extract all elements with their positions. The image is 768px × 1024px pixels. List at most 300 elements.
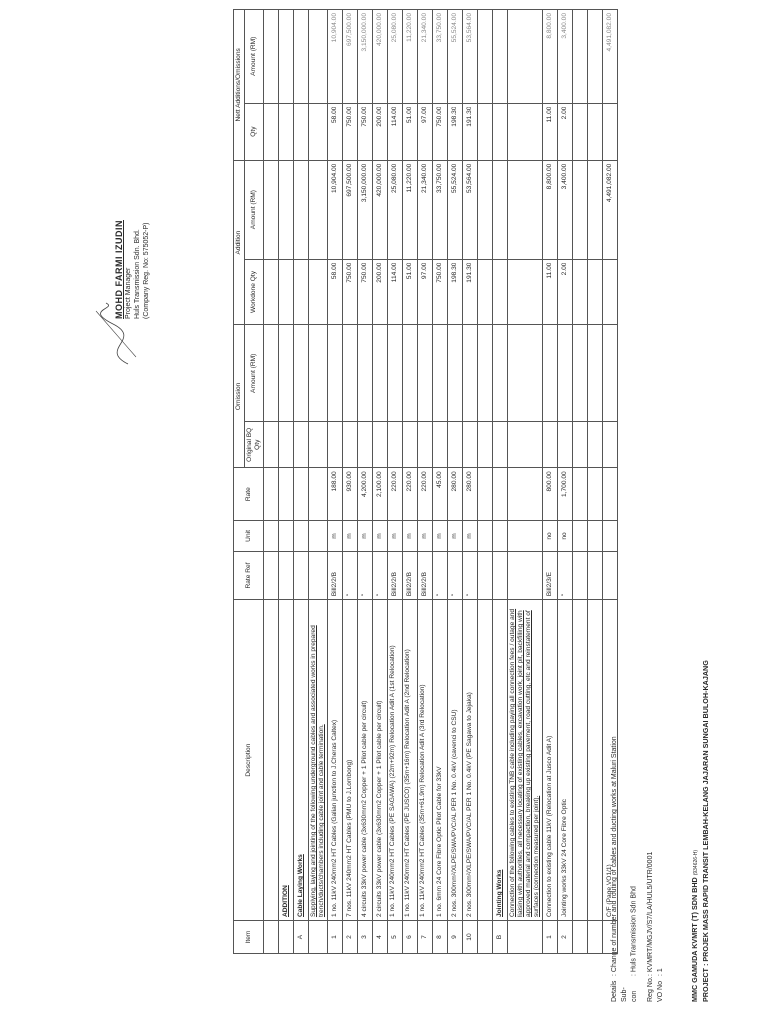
cell-rate-text bbox=[310, 471, 322, 517]
cell-rate bbox=[588, 468, 603, 521]
cell-nett-amount bbox=[573, 10, 588, 104]
cell-unit-text: m bbox=[436, 533, 443, 539]
cell-om-amount-text bbox=[359, 328, 371, 418]
cell-om-amount bbox=[418, 325, 433, 422]
cell-workdone-qty bbox=[588, 259, 603, 325]
cell-orig-qty bbox=[388, 422, 403, 468]
col-nett-amount: Amount (RM) bbox=[245, 10, 264, 104]
cell-rate-text: 2,100.00 bbox=[376, 471, 383, 497]
cell-om-amount-text bbox=[494, 328, 506, 418]
spacer-row bbox=[588, 10, 603, 954]
cell-om-amount-text bbox=[434, 328, 446, 418]
cell-orig-qty-text bbox=[559, 425, 571, 464]
cell-item bbox=[328, 921, 343, 954]
cell-rate-ref bbox=[573, 551, 588, 599]
cell-workdone-qty-text bbox=[589, 263, 601, 322]
cell-nett-qty-text: 750.00 bbox=[436, 106, 443, 127]
cell-description bbox=[478, 600, 493, 921]
cell-om-amount-text bbox=[479, 328, 491, 418]
cell-nett-amount-text: 21,340.00 bbox=[421, 13, 428, 43]
cell-rate-ref bbox=[279, 551, 294, 599]
cell-rate-ref-text bbox=[589, 555, 601, 596]
cell-add-amount-text: 11,220.00 bbox=[406, 163, 413, 193]
cell-om-amount-text bbox=[449, 328, 461, 418]
cell-orig-qty-text bbox=[295, 425, 307, 464]
cell-item bbox=[309, 921, 328, 954]
cell-unit-text: m bbox=[361, 533, 368, 539]
cell-nett-amount-text: 697,500.00 bbox=[346, 13, 353, 47]
cell-rate-text: 800.00 bbox=[546, 471, 553, 492]
spacer-row bbox=[264, 10, 279, 954]
cell-add-amount bbox=[373, 160, 388, 259]
cell-orig-qty-text bbox=[544, 425, 556, 464]
cell-orig-qty bbox=[508, 422, 543, 468]
cell-add-amount-text: 25,080.00 bbox=[391, 163, 398, 193]
cell-nett-amount bbox=[448, 10, 463, 104]
cell-add-amount-text bbox=[310, 164, 322, 256]
cell-workdone-qty-text: 750.00 bbox=[361, 262, 368, 283]
cell-unit bbox=[279, 521, 294, 552]
cell-workdone-qty bbox=[373, 259, 388, 325]
cell-rate-ref-text: " bbox=[466, 593, 473, 597]
cell-om-amount bbox=[448, 325, 463, 422]
cell-description-text bbox=[574, 603, 586, 917]
cell-om-amount-text bbox=[280, 328, 292, 418]
cell-nett-qty bbox=[264, 103, 279, 160]
cell-item bbox=[358, 921, 373, 954]
cell-rate-ref bbox=[433, 551, 448, 599]
cell-workdone-qty-text bbox=[310, 263, 322, 322]
cell-workdone-qty bbox=[343, 259, 358, 325]
cell-description bbox=[388, 600, 403, 921]
cell-om-amount bbox=[463, 325, 478, 422]
cell-rate-text bbox=[509, 471, 521, 517]
col-unit: Unit bbox=[234, 521, 264, 552]
cell-add-amount-text bbox=[265, 164, 277, 256]
cell-description-text: Supplying, laying and jointing of the following underground cables and associated works in prepared trench/ducts/chambers including cable joint and cable termination. bbox=[310, 625, 325, 918]
cell-rate bbox=[294, 468, 309, 521]
cell-nett-qty bbox=[294, 103, 309, 160]
cell-unit bbox=[418, 521, 433, 552]
cell-description-text: Connection to existing cable 11kV (Relocation at Jusco Adit A) bbox=[546, 735, 553, 918]
cell-workdone-qty-text bbox=[494, 263, 506, 322]
cell-nett-amount bbox=[508, 10, 543, 104]
cell-nett-qty bbox=[309, 103, 328, 160]
cell-nett-amount-text: 53,564.00 bbox=[466, 13, 473, 43]
cell-description bbox=[264, 600, 279, 921]
cell-rate-ref bbox=[418, 551, 433, 599]
cell-add-amount-text bbox=[509, 164, 521, 256]
cell-unit-text bbox=[574, 524, 586, 548]
cell-om-amount-text bbox=[344, 328, 356, 418]
cell-om-amount bbox=[279, 325, 294, 422]
cell-om-amount bbox=[264, 325, 279, 422]
cell-unit bbox=[403, 521, 418, 552]
cell-nett-qty-text: 58.00 bbox=[331, 106, 338, 124]
cell-rate-ref-text bbox=[509, 555, 521, 596]
cell-rate bbox=[418, 468, 433, 521]
cell-orig-qty-text bbox=[374, 425, 386, 464]
cell-workdone-qty-text: 11.00 bbox=[546, 262, 553, 279]
cell-unit-text: m bbox=[331, 533, 338, 539]
cell-rate-ref bbox=[343, 551, 358, 599]
cell-add-amount bbox=[448, 160, 463, 259]
cell-nett-amount bbox=[358, 10, 373, 104]
cell-nett-qty bbox=[448, 103, 463, 160]
cell-orig-qty bbox=[558, 422, 573, 468]
cell-rate-text: 220.00 bbox=[391, 471, 398, 492]
cell-item-text: A bbox=[297, 934, 304, 940]
cell-add-amount-text bbox=[589, 164, 601, 256]
cell-om-amount-text bbox=[404, 328, 416, 418]
cell-om-amount-text bbox=[509, 328, 521, 418]
table-row bbox=[403, 10, 418, 954]
cell-rate-ref-text: " bbox=[361, 593, 368, 597]
cell-om-amount bbox=[328, 325, 343, 422]
col-omission: Omission bbox=[234, 325, 245, 468]
cell-om-amount bbox=[388, 325, 403, 422]
cell-nett-amount bbox=[588, 10, 603, 104]
cell-rate-ref-text: Bill2/3/E bbox=[546, 571, 553, 597]
cell-description bbox=[328, 600, 343, 921]
cell-description-text: 1 no. 6mm 24 Core Fibre Optic Pilot Cable for 33kV bbox=[436, 766, 443, 918]
cell-description bbox=[309, 600, 328, 921]
cell-om-amount bbox=[294, 325, 309, 422]
cell-rate bbox=[358, 468, 373, 521]
cell-nett-qty bbox=[343, 103, 358, 160]
cell-nett-amount-text bbox=[280, 13, 292, 100]
cell-rate bbox=[448, 468, 463, 521]
table-row bbox=[448, 10, 463, 954]
cell-orig-qty bbox=[373, 422, 388, 468]
cell-unit-text bbox=[265, 524, 277, 548]
cell-nett-qty bbox=[358, 103, 373, 160]
cell-workdone-qty bbox=[264, 259, 279, 325]
cell-unit-text: m bbox=[451, 533, 458, 539]
cell-description-text: 1 no. 11kV 240mm2 HT Cables (35m+61.9m) Relocation Adit A (3rd Relocation) bbox=[419, 684, 426, 918]
cell-add-amount bbox=[294, 160, 309, 259]
vo-number: VO No: 1 bbox=[657, 968, 664, 1002]
cell-rate-ref bbox=[403, 551, 418, 599]
cell-workdone-qty-text: 97.00 bbox=[421, 262, 428, 280]
cell-rate bbox=[508, 468, 543, 521]
cell-rate-text: 45.00 bbox=[436, 471, 443, 488]
cell-workdone-qty-text: 51.00 bbox=[406, 262, 413, 280]
cell-unit bbox=[373, 521, 388, 552]
cell-om-amount-text bbox=[295, 328, 307, 418]
cell-nett-qty-text: 200.00 bbox=[376, 106, 383, 127]
cell-orig-qty-text bbox=[265, 425, 277, 464]
cell-om-amount-text bbox=[559, 328, 571, 418]
cell-unit bbox=[588, 521, 603, 552]
cell-orig-qty bbox=[343, 422, 358, 468]
cell-nett-amount bbox=[418, 10, 433, 104]
cell-add-amount-text: 4,491,082.00 bbox=[606, 163, 613, 203]
cell-item bbox=[373, 921, 388, 954]
cell-item-text bbox=[310, 924, 322, 950]
cell-add-amount bbox=[328, 160, 343, 259]
cell-workdone-qty bbox=[543, 259, 558, 325]
cell-description-text: 7 nos. 11kV 240mm2 HT Cables (PMU to J.Lombong) bbox=[346, 759, 353, 918]
col-rate: Rate bbox=[234, 468, 264, 521]
cell-unit-text: no bbox=[546, 532, 553, 540]
cell-unit bbox=[388, 521, 403, 552]
cell-rate-ref-text: " bbox=[561, 593, 568, 597]
cell-nett-amount bbox=[603, 10, 618, 104]
cell-rate-ref-text bbox=[310, 555, 322, 596]
cell-om-amount bbox=[573, 325, 588, 422]
cell-rate-text bbox=[295, 471, 307, 517]
cell-rate bbox=[573, 468, 588, 521]
cell-rate-ref-text bbox=[574, 555, 586, 596]
cell-orig-qty bbox=[463, 422, 478, 468]
cell-rate-text: 4,200.00 bbox=[361, 471, 368, 497]
cell-orig-qty bbox=[573, 422, 588, 468]
cell-workdone-qty bbox=[508, 259, 543, 325]
cell-om-amount bbox=[493, 325, 508, 422]
cell-rate-text bbox=[479, 471, 491, 517]
cell-orig-qty-text bbox=[404, 425, 416, 464]
cell-description-text bbox=[589, 603, 601, 917]
cell-item-text bbox=[479, 924, 491, 950]
cell-workdone-qty bbox=[433, 259, 448, 325]
cell-description-text: C/F (Page VO1/1) bbox=[606, 864, 613, 918]
cell-description bbox=[573, 600, 588, 921]
cell-nett-qty-text bbox=[574, 107, 586, 157]
col-description: Description bbox=[234, 600, 264, 921]
cell-rate-ref bbox=[463, 551, 478, 599]
cell-orig-qty-text bbox=[389, 425, 401, 464]
cell-item-text bbox=[574, 924, 586, 950]
cell-om-amount bbox=[309, 325, 328, 422]
cell-add-amount bbox=[493, 160, 508, 259]
cell-description bbox=[433, 600, 448, 921]
company-stamp: MOHD FARMI IZUDIN Project Manager Huls Transmission Sdn. Bhd. (Company Reg. No: 575052-P) bbox=[114, 220, 150, 319]
cell-orig-qty bbox=[358, 422, 373, 468]
cell-rate-ref bbox=[478, 551, 493, 599]
cell-nett-amount-text: 420,000.00 bbox=[376, 13, 383, 47]
col-nett-qty: Qty bbox=[245, 103, 264, 160]
cell-workdone-qty-text: 200.00 bbox=[376, 262, 383, 283]
cell-nett-amount bbox=[463, 10, 478, 104]
cell-unit-text bbox=[479, 524, 491, 548]
cell-item-text: 7 bbox=[421, 935, 428, 939]
cell-unit bbox=[264, 521, 279, 552]
cell-nett-qty bbox=[508, 103, 543, 160]
cell-unit-text: m bbox=[421, 533, 428, 539]
cell-om-amount-text bbox=[574, 328, 586, 418]
cell-item-text: 2 bbox=[346, 935, 353, 939]
cell-orig-qty-text bbox=[574, 425, 586, 464]
cell-item-text: B bbox=[496, 934, 503, 940]
cell-item bbox=[558, 921, 573, 954]
cell-rate-ref bbox=[448, 551, 463, 599]
cell-unit-text bbox=[280, 524, 292, 548]
table-row bbox=[328, 10, 343, 954]
cell-nett-amount bbox=[543, 10, 558, 104]
cell-unit bbox=[573, 521, 588, 552]
cell-description bbox=[588, 600, 603, 921]
cell-nett-amount-text: 33,750.00 bbox=[436, 13, 443, 43]
cell-description-text: Jointing works 33kV 24 Core Fibre Optic bbox=[561, 799, 568, 918]
cell-rate-ref bbox=[294, 551, 309, 599]
cell-rate-text bbox=[494, 471, 506, 517]
col-nett: Nett Additions/Omissions bbox=[234, 10, 245, 161]
cell-unit bbox=[309, 521, 328, 552]
cell-workdone-qty-text bbox=[479, 263, 491, 322]
cell-item-text: 10 bbox=[466, 933, 473, 941]
cell-add-amount-text bbox=[494, 164, 506, 256]
cell-orig-qty bbox=[588, 422, 603, 468]
cell-add-amount bbox=[343, 160, 358, 259]
cell-unit bbox=[294, 521, 309, 552]
cell-om-amount-text bbox=[389, 328, 401, 418]
variation-order-table bbox=[233, 9, 618, 954]
col-orig-qty: Original BQ Qty bbox=[245, 422, 264, 468]
cell-workdone-qty-text: 750.00 bbox=[436, 262, 443, 283]
table-row bbox=[343, 10, 358, 954]
cell-rate bbox=[264, 468, 279, 521]
cell-rate-text bbox=[265, 471, 277, 517]
cell-add-amount bbox=[403, 160, 418, 259]
cell-nett-qty bbox=[588, 103, 603, 160]
reg-number: Reg No.: KVMRT/MGJV/S7/LA/HUL5/UTR/0001 bbox=[647, 851, 654, 1002]
cell-workdone-qty-text bbox=[295, 263, 307, 322]
cell-nett-qty-text: 750.00 bbox=[361, 106, 368, 127]
cell-rate-ref-text bbox=[280, 555, 292, 596]
cell-orig-qty-text bbox=[604, 425, 616, 464]
col-addition: Addition bbox=[234, 160, 245, 325]
cell-nett-qty bbox=[543, 103, 558, 160]
cell-rate-ref-text bbox=[494, 555, 506, 596]
cell-nett-qty bbox=[328, 103, 343, 160]
cell-add-amount-text: 53,564.00 bbox=[466, 163, 473, 193]
cell-orig-qty bbox=[294, 422, 309, 468]
cell-rate bbox=[558, 468, 573, 521]
cell-add-amount-text: 3,400.00 bbox=[561, 163, 568, 190]
cell-description-text: 1 no. 11kV 240mm2 HT Cables (Galian junction to J.Cheras Caltex) bbox=[331, 719, 338, 918]
cell-rate-ref-text bbox=[265, 555, 277, 596]
cell-item bbox=[418, 921, 433, 954]
subcon: Sub-con: Huls Transmission Sdn Bhd bbox=[621, 886, 638, 1002]
cell-om-amount bbox=[558, 325, 573, 422]
cell-om-amount bbox=[588, 325, 603, 422]
project-title: PROJECT : PROJEK MASS RAPID TRANSIT LEMBAH-KELANG JAJARAN SUNGAI BULOH-KAJANG bbox=[701, 660, 710, 1002]
cell-rate-text bbox=[280, 471, 292, 517]
document-header bbox=[690, 660, 711, 1002]
cell-description bbox=[493, 600, 508, 921]
cell-rate-text bbox=[589, 471, 601, 517]
cell-orig-qty-text bbox=[310, 425, 322, 464]
cell-description bbox=[463, 600, 478, 921]
cell-nett-qty bbox=[558, 103, 573, 160]
cell-item-text bbox=[265, 924, 277, 950]
details: Details: Change of number and routing of cables and ducting works at Maluri Station bbox=[611, 736, 618, 1002]
cell-unit bbox=[343, 521, 358, 552]
cell-workdone-qty bbox=[558, 259, 573, 325]
cell-unit-text bbox=[494, 524, 506, 548]
cell-rate bbox=[388, 468, 403, 521]
cell-nett-qty-text: 198.30 bbox=[451, 106, 458, 127]
cell-workdone-qty-text: 198.30 bbox=[451, 262, 458, 283]
cell-nett-amount bbox=[478, 10, 493, 104]
cell-description bbox=[603, 600, 618, 921]
cell-nett-qty-text: 51.00 bbox=[406, 106, 413, 124]
cell-nett-amount-text: 25,080.00 bbox=[391, 13, 398, 43]
cell-description bbox=[508, 600, 543, 921]
cell-om-amount bbox=[343, 325, 358, 422]
cell-add-amount bbox=[433, 160, 448, 259]
cell-nett-qty bbox=[478, 103, 493, 160]
cell-orig-qty bbox=[543, 422, 558, 468]
cell-rate-ref bbox=[309, 551, 328, 599]
cell-add-amount-text: 10,904.00 bbox=[331, 163, 338, 193]
cell-item-text: 4 bbox=[376, 935, 383, 939]
cell-description-text: Jointing Works bbox=[496, 869, 503, 918]
cell-rate-text: 220.00 bbox=[406, 471, 413, 492]
cell-add-amount bbox=[388, 160, 403, 259]
cell-nett-amount bbox=[493, 10, 508, 104]
cell-workdone-qty-text: 2.00 bbox=[561, 262, 568, 276]
cell-workdone-qty bbox=[358, 259, 373, 325]
cell-workdone-qty bbox=[309, 259, 328, 325]
cell-orig-qty bbox=[279, 422, 294, 468]
cell-item bbox=[264, 921, 279, 954]
cell-item bbox=[588, 921, 603, 954]
cell-om-amount-text bbox=[419, 328, 431, 418]
cell-description-text: 2 nos. 300mm²/XLPE/SWA/PVC/AL PER 1 No. 0.4kV (cavenci to CSU) bbox=[451, 709, 458, 918]
cell-add-amount bbox=[264, 160, 279, 259]
cell-rate-ref-text bbox=[604, 555, 616, 596]
table-row bbox=[358, 10, 373, 954]
cell-om-amount bbox=[478, 325, 493, 422]
cell-nett-qty bbox=[433, 103, 448, 160]
cell-description-text: 1 no. 11kV 240mm2 HT Cables (PE JUSCO) (35m+16m) Relocation Adit A (2nd Relocation) bbox=[404, 649, 411, 918]
cell-nett-qty-text: 114.00 bbox=[391, 106, 398, 127]
cell-item-text: 5 bbox=[391, 935, 398, 939]
cell-workdone-qty-text: 58.00 bbox=[331, 262, 338, 280]
cell-rate-ref bbox=[543, 551, 558, 599]
cell-unit bbox=[448, 521, 463, 552]
cell-add-amount bbox=[309, 160, 328, 259]
cell-nett-qty bbox=[403, 103, 418, 160]
cell-description-text: Connection of the following cables to existing TNB cable including paying all connection fees / outage and liaising with authorities, all necessary locating of existing cables, excavation work, joint pit, backfilling with approved material and compaction, breaking up existing pavement, road cutting, etc and reinstatement of surfaces (connection measured per joint). bbox=[509, 608, 540, 918]
cell-description-text: 2 nos. 300mm²/XLPE/SWA/PVC/AL PER 1 No. 0.4kV (PE Sagawa to Jejaka) bbox=[466, 692, 473, 918]
spacer-row bbox=[573, 10, 588, 954]
cell-workdone-qty bbox=[388, 259, 403, 325]
cell-orig-qty bbox=[309, 422, 328, 468]
cell-nett-qty-text bbox=[479, 107, 491, 157]
cell-nett-amount bbox=[264, 10, 279, 104]
col-add-amount: Amount (RM) bbox=[245, 160, 264, 259]
col-rate-ref: Rate Ref bbox=[234, 551, 264, 599]
cell-add-amount bbox=[588, 160, 603, 259]
cell-add-amount bbox=[279, 160, 294, 259]
cell-nett-amount bbox=[388, 10, 403, 104]
cell-nett-qty-text bbox=[280, 107, 292, 157]
cell-rate-ref bbox=[388, 551, 403, 599]
cell-unit-text bbox=[604, 524, 616, 548]
cell-orig-qty-text bbox=[449, 425, 461, 464]
cell-orig-qty-text bbox=[419, 425, 431, 464]
cell-item-text bbox=[604, 924, 616, 950]
cell-unit bbox=[358, 521, 373, 552]
cell-orig-qty-text bbox=[359, 425, 371, 464]
cell-workdone-qty bbox=[603, 259, 618, 325]
cell-item-text: 6 bbox=[406, 935, 413, 939]
cell-nett-qty-text bbox=[509, 107, 521, 157]
cell-nett-qty-text bbox=[589, 107, 601, 157]
